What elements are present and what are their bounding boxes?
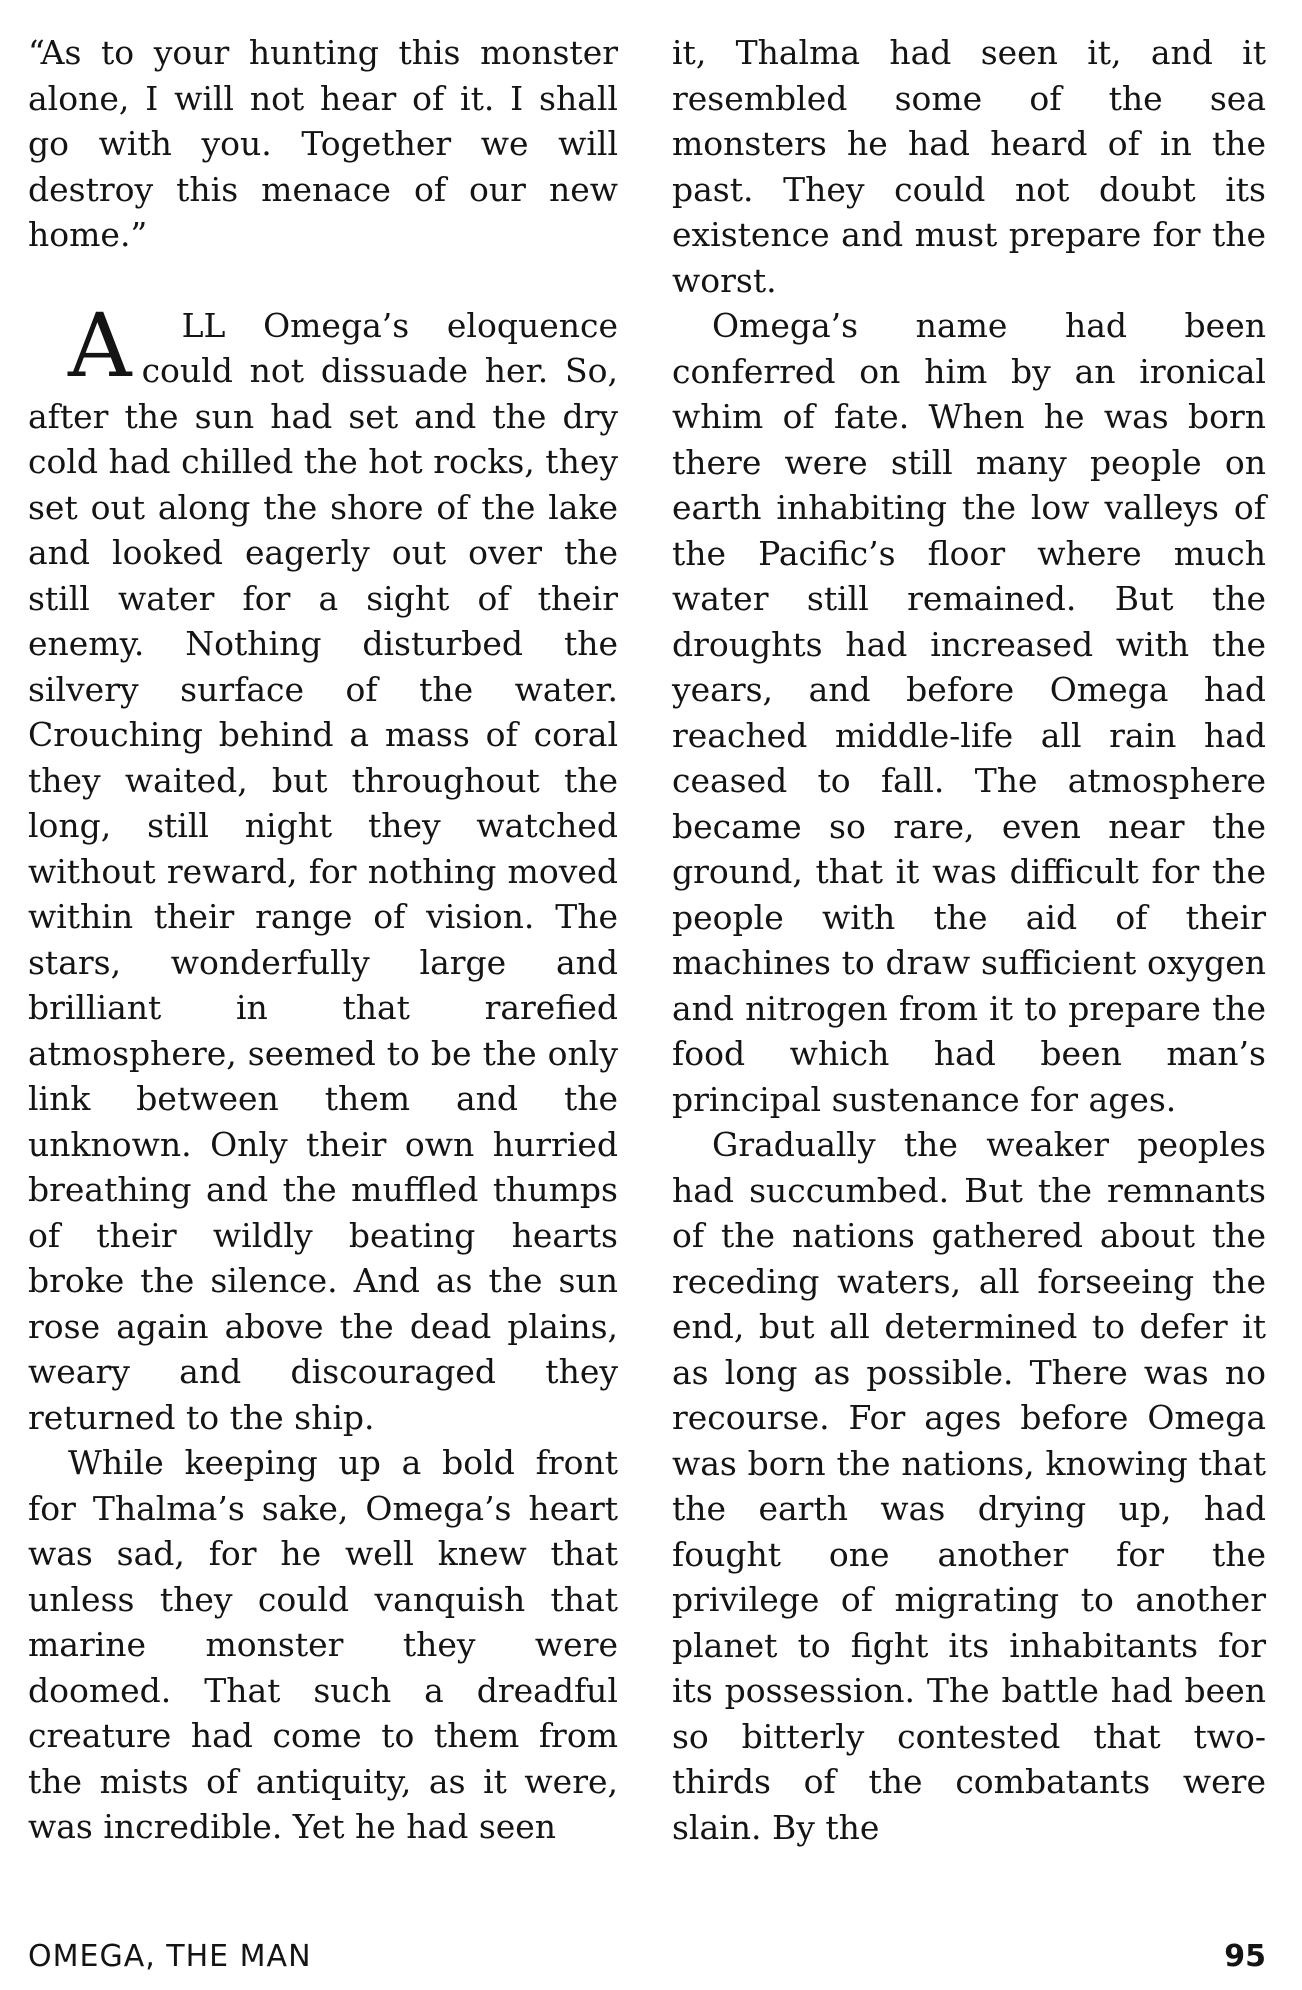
paragraph-text: LL Omega’s eloquence could not dissuade her. So, after the sun had set and the dry cold had chilled the hot rocks, they set out along the shore of the lake and looked eagerly out over the still water for a sight of their enemy. Nothing disturbed the silvery surface of the water. Crouching behind a mass of coral they waited, but throughout the long, still night they watched without reward, for nothing moved within their range of vision. The stars, wonderfully large and brilliant in that rarefied atmosphere, seemed to be the only link between them and the unknown. Only their own hurried breathing and the muffled thumps of their wildly beating hearts broke the silence. And as the sun rose again above the dead plains, weary and discouraged they returned to the ship. bbox=[28, 305, 618, 1437]
running-title: OMEGA, THE MAN bbox=[28, 1939, 312, 1974]
paragraph: While keeping up a bold front for Thalma’s sake, Omega’s heart was sad, for he well knew that unless they could vanquish that marine monster they were doomed. That such a dreadful creature had come to them from the mists of antiquity, as it were, was incredible. Yet he had seen bbox=[28, 1443, 618, 1846]
paragraph: Omega’s name had been conferred on him by an ironical whim of fate. When he was born there were still many people on earth inhabiting the low valleys of the Pacific’s floor where much water still remained. But the droughts had increased with the years, and before Omega had reached middle-life all rain had ceased to fall. The atmosphere became so rare, even near the ground, that it was difficult for the people with the aid of their machines to draw sufficient oxygen and nitrogen from it to prepare the food which had been man’s principal sustenance for ages. bbox=[672, 306, 1266, 1119]
left-column bbox=[28, 30, 618, 1850]
paragraph: it, Thalma had seen it, and it resembled some of the sea monsters he had heard of in the past. They could not doubt its existence and must prepare for the worst. bbox=[672, 33, 1266, 300]
paragraph: “As to your hunting this monster alone, I will not hear of it. I shall go with you. Together we will destroy this menace of our new home.” bbox=[28, 33, 618, 254]
page-number: 95 bbox=[1224, 1939, 1266, 1974]
dropcap-paragraph bbox=[28, 293, 618, 1441]
drop-cap-letter: A bbox=[68, 293, 132, 397]
paragraph: Gradually the weaker peoples had succumbed. But the remnants of the nations gathered about the receding waters, all forseeing the end, but all determined to defer it as long as possible. There was no recourse. For ages before Omega was born the nations, knowing that the earth was drying up, had fought one another for the privilege of migrating to another planet to fight its inhabitants for its possession. The battle had been so bitterly contested that two-thirds of the combatants were slain. By the bbox=[672, 1125, 1266, 1847]
right-column bbox=[672, 30, 1266, 1850]
page-footer bbox=[28, 1937, 1266, 1977]
